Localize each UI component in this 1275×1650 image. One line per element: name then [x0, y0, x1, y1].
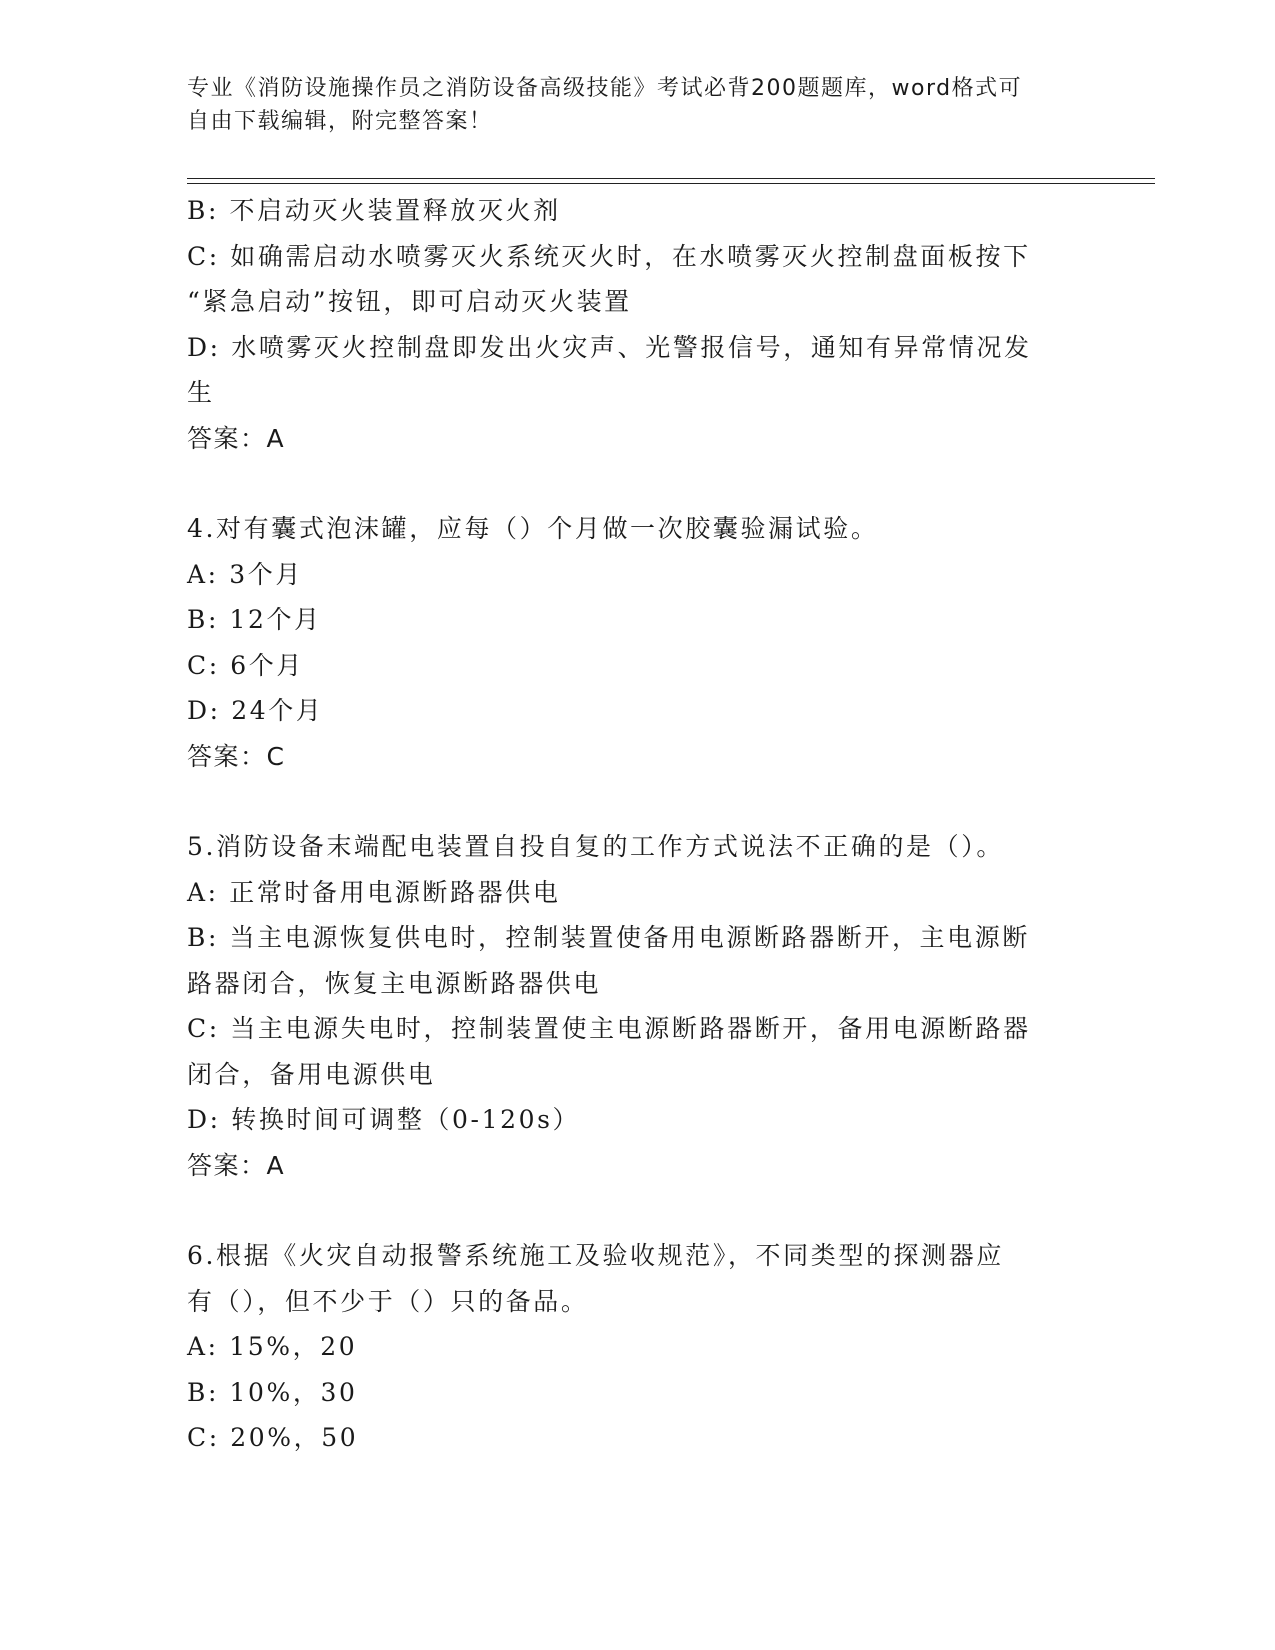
q4-question: 4.对有囊式泡沫罐，应每（）个月做一次胶囊验漏试验。 [187, 514, 879, 543]
spacer [187, 779, 1087, 824]
q6-option-b: B: 10%，30 [187, 1377, 358, 1407]
q5-answer: 答案：A [187, 1150, 286, 1180]
document-body [187, 188, 1087, 1461]
question-4 [187, 506, 1087, 779]
document-header [187, 72, 1067, 138]
q5-option-b-line-1: B: 当主电源恢复供电时，控制装置使备用电源断路器断开，主电源断 [187, 923, 1030, 952]
q4-option-d: D: 24个月 [187, 696, 324, 725]
q5-option-c-line-1: C: 当主电源失电时，控制装置使主电源断路器断开，备用电源断路器 [187, 1014, 1031, 1043]
header-title-line-1: 专业《消防设施操作员之消防设备高级技能》考试必背200题题库，word格式可 [187, 76, 1023, 101]
q6-question-line-1: 6.根据《火灾自动报警系统施工及验收规范》，不同类型的探测器应 [187, 1241, 1004, 1270]
q6-question-line-2: 有（），但不少于（）只的备品。 [187, 1286, 589, 1316]
q4-option-c: C: 6个月 [187, 650, 305, 680]
q3-option-d-line-2: 生 [187, 378, 215, 407]
q3-option-b: B: 不启动灭火装置释放灭火剂 [187, 196, 561, 225]
question-6 [187, 1233, 1087, 1461]
spacer [187, 461, 1087, 506]
q6-option-c: C: 20%，50 [187, 1423, 359, 1452]
q5-option-a: A: 正常时备用电源断路器供电 [187, 877, 561, 907]
q6-option-a: A: 15%，20 [187, 1332, 358, 1361]
q5-question: 5.消防设备末端配电装置自投自复的工作方式说法不正确的是（）。 [187, 832, 1004, 861]
question-5 [187, 824, 1087, 1188]
spacer [187, 1188, 1087, 1233]
question-3-tail [187, 188, 1087, 461]
q3-option-c-line-2: “紧急启动”按钮，即可启动灭火装置 [187, 287, 632, 316]
q5-option-d: D: 转换时间可调整（0-120s） [187, 1105, 581, 1134]
header-title-line-2: 自由下载编辑，附完整答案！ [187, 109, 493, 134]
q3-option-d-line-1: D: 水喷雾灭火控制盘即发出火灾声、光警报信号，通知有异常情况发 [187, 332, 1032, 362]
q3-answer: 答案：A [187, 423, 286, 453]
q4-answer: 答案：C [187, 741, 286, 771]
q4-option-a: A: 3个月 [187, 559, 303, 589]
q3-option-c-line-1: C: 如确需启动水喷雾灭火系统灭火时，在水喷雾灭火控制盘面板按下 [187, 241, 1031, 271]
q5-option-c-line-2: 闭合，备用电源供电 [187, 1059, 436, 1089]
q5-option-b-line-2: 路器闭合，恢复主电源断路器供电 [187, 968, 602, 998]
q4-option-b: B: 12个月 [187, 605, 322, 634]
header-divider-top [187, 178, 1155, 179]
header-divider-bottom [187, 183, 1155, 184]
